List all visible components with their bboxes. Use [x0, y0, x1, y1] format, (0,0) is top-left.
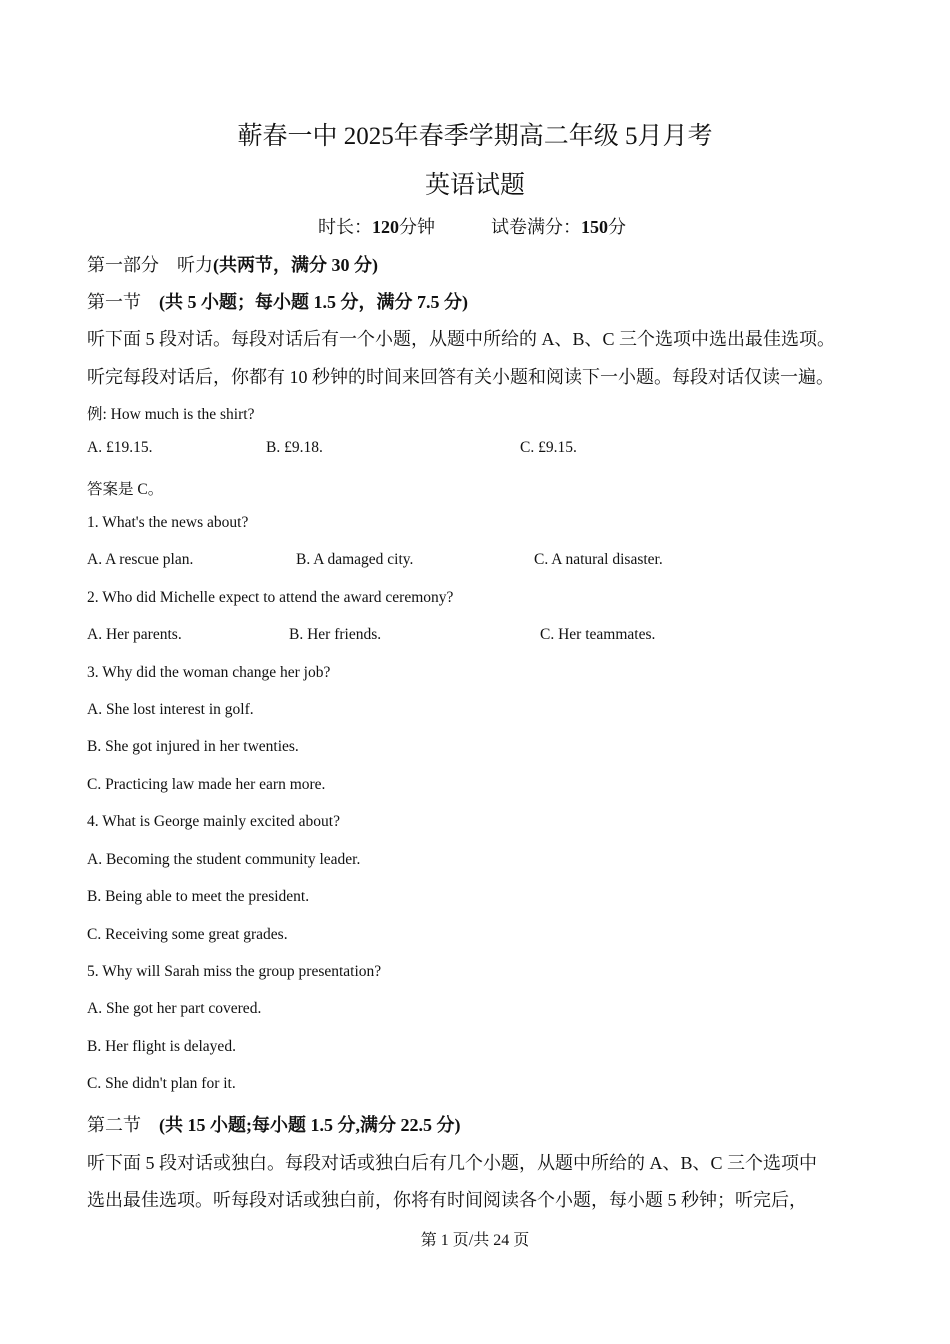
q2-option-a: A. Her parents. [87, 626, 182, 643]
section2-heading: 第二节 (共 15 小题;每小题 1.5 分,满分 22.5 分) [87, 1115, 461, 1135]
q4-option-c: C. Receiving some great grades. [87, 926, 288, 943]
section1-instructions-line2: 听完每段对话后，你都有 10 秒钟的时间来回答有关小题和阅读下一小题。每段对话仅读一遍。 [87, 367, 834, 387]
question-4: 4. What is George mainly excited about? [87, 813, 340, 830]
exam-full-score: 试卷满分：150分 [491, 217, 626, 237]
q4-option-b: B. Being able to meet the president. [87, 888, 310, 905]
question-1: 1. What's the news about? [87, 514, 249, 531]
q4-option-a: A. Becoming the student community leader. [87, 851, 361, 868]
section2-instructions-line1: 听下面 5 段对话或独白。每段对话或独白后有几个小题，从题中所给的 A、B、C 三个选项中 [87, 1153, 818, 1173]
q3-option-b: B. She got injured in her twenties. [87, 738, 299, 755]
question-2: 2. Who did Michelle expect to attend the award ceremony? [87, 589, 454, 606]
page-footer: 第 1 页/共 24 页 [420, 1232, 530, 1249]
question-3: 3. Why did the woman change her job? [87, 664, 331, 681]
example-option-b: B. £9.18. [266, 439, 323, 456]
q5-option-c: C. She didn't plan for it. [87, 1075, 236, 1092]
example-answer: 答案是 C。 [87, 481, 164, 498]
example-option-a: A. £19.15. [87, 439, 153, 456]
q1-option-c: C. A natural disaster. [534, 551, 663, 568]
q2-option-c: C. Her teammates. [540, 626, 656, 643]
section1-instructions-line1: 听下面 5 段对话。每段对话后有一个小题，从题中所给的 A、B、C 三个选项中选出最佳选项。 [87, 329, 836, 349]
q2-option-b: B. Her friends. [289, 626, 382, 643]
q5-option-a: A. She got her part covered. [87, 1000, 262, 1017]
example-option-c: C. £9.15. [520, 439, 577, 456]
section2-instructions-line2: 选出最佳选项。听每段对话或独白前，你将有时间阅读各个小题，每小题 5 秒钟；听完后， [87, 1190, 807, 1210]
exam-duration: 时长：120分钟 [318, 217, 435, 237]
page-title: 蕲春一中 2025年春季学期高二年级 5月月考 [237, 123, 713, 150]
q1-option-a: A. A rescue plan. [87, 551, 194, 568]
q3-option-c: C. Practicing law made her earn more. [87, 776, 326, 793]
q5-option-b: B. Her flight is delayed. [87, 1038, 236, 1055]
page-subtitle: 英语试题 [424, 172, 525, 199]
section1-heading: 第一节 (共 5 小题；每小题 1.5 分，满分 7.5 分) [87, 292, 468, 312]
q3-option-a: A. She lost interest in golf. [87, 701, 254, 718]
part1-heading: 第一部分 听力(共两节，满分 30 分) [87, 255, 378, 275]
example-question: 例: How much is the shirt? [87, 406, 255, 423]
question-5: 5. Why will Sarah miss the group presentation? [87, 963, 382, 980]
q1-option-b: B. A damaged city. [296, 551, 414, 568]
